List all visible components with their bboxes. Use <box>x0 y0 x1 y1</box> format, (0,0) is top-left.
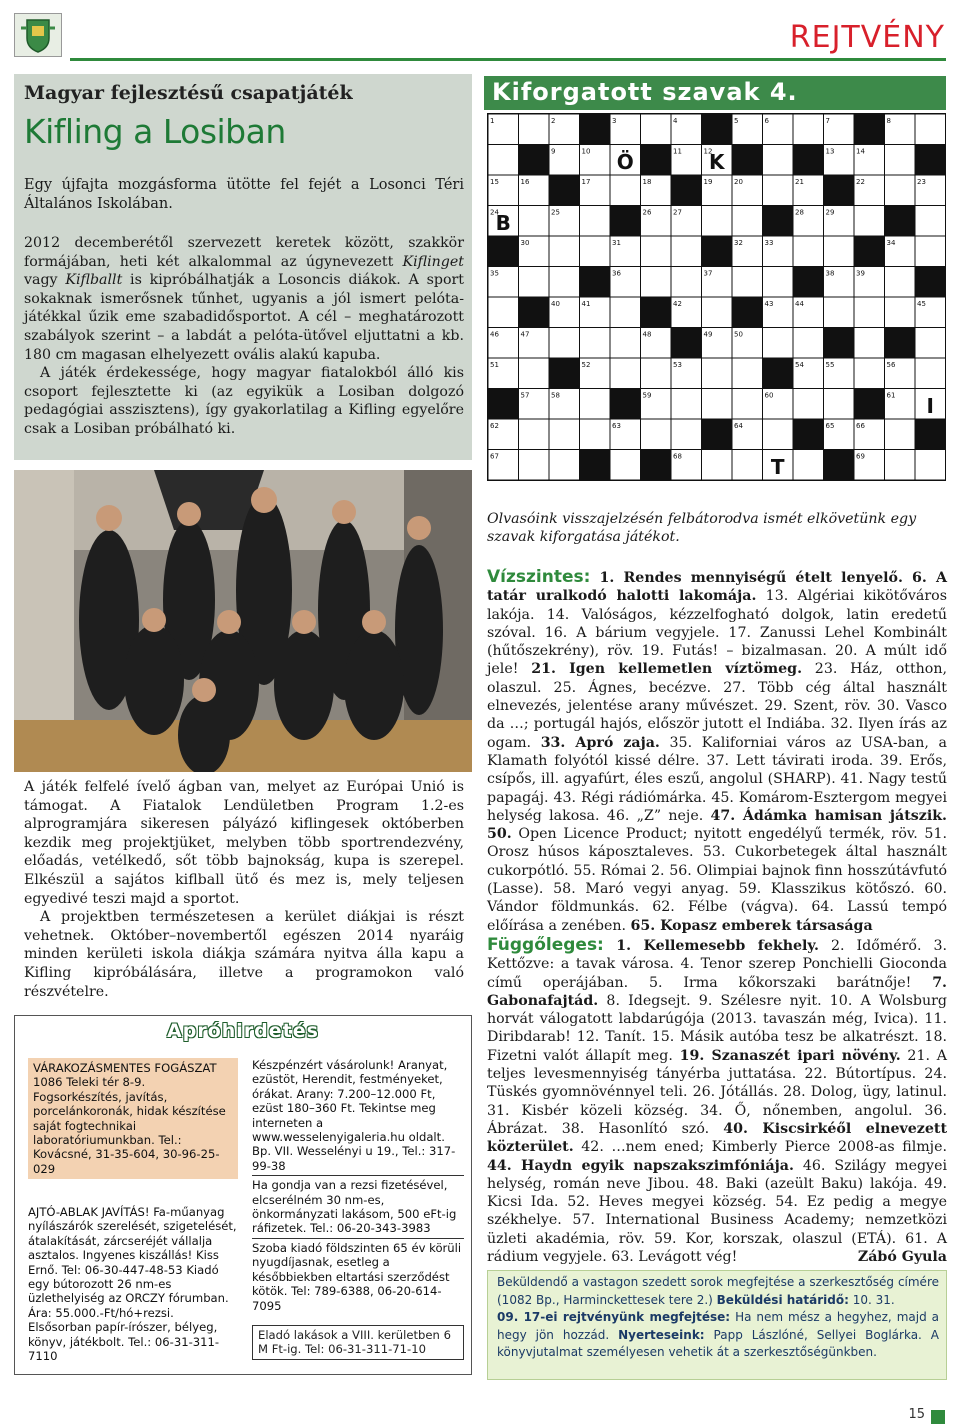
grid-cell-number: 65 <box>825 422 835 430</box>
grid-cell <box>519 450 550 481</box>
grid-cell <box>702 297 733 328</box>
grid-cell <box>641 114 672 145</box>
grid-black-cell <box>580 114 611 145</box>
grid-cell <box>885 297 916 328</box>
grid-cell <box>732 450 763 481</box>
grid-cell-number: 38 <box>825 269 835 278</box>
grid-cell-number: 69 <box>856 452 865 461</box>
article-paragraph: A projektben természetesen a kerület diákjai is részt vehetnek. Október–novembertől egészen 2014 nyaráig minden kerületi iskola diákja számára nyitva álla kapu a Kifling kipróbálására, illetve a programokon való részvételre. <box>24 909 464 1000</box>
grid-cell-number: 6 <box>764 117 769 125</box>
grid-cell-number: 44 <box>795 300 804 308</box>
grid-cell <box>671 389 702 420</box>
grid-cell-number: 63 <box>612 422 621 430</box>
grid-cell <box>732 206 763 237</box>
grid-cell <box>885 450 916 481</box>
grid-cell <box>519 114 550 145</box>
grid-cell <box>610 358 641 389</box>
across-heading: Vízszintes: <box>487 567 591 587</box>
grid-black-cell <box>549 175 580 206</box>
article-headline: Kifling a Losiban <box>24 112 286 151</box>
ad-buying: Készpénzért vásárolunk! Aranyat, ezüstöt, Herendit, festményeket, órákat. Arany: 7.200–12.000 Ft, ezüst 180–360 Ft. Tekintse meg interneten a www.wesselenyigaleria.hu oldalt. Bp. VII. Wesselényi u 19., Tel.: 317-99-38 <box>252 1058 464 1176</box>
grid-cell-number: 14 <box>856 147 865 156</box>
grid-cell <box>580 236 611 267</box>
grid-cell-number: 10 <box>581 147 591 156</box>
grid-black-cell <box>885 328 916 359</box>
grid-cell-number: 13 <box>825 147 835 156</box>
grid-cell <box>641 236 672 267</box>
header-rule <box>70 58 946 61</box>
grid-cell <box>885 175 916 206</box>
grid-cell <box>580 328 611 359</box>
grid-given-letter: T <box>770 455 785 479</box>
grid-given-letter: I <box>926 394 934 418</box>
grid-cell-number: 25 <box>551 208 560 217</box>
grid-cell <box>824 297 855 328</box>
grid-cell-number: 17 <box>581 178 591 186</box>
ad-column-right <box>252 1058 464 1313</box>
grid-cell-number: 29 <box>825 208 835 217</box>
grid-cell-number: 32 <box>734 239 743 247</box>
grid-cell-number: 40 <box>551 300 560 308</box>
grid-black-cell <box>732 145 763 176</box>
grid-cell <box>610 328 641 359</box>
grid-cell <box>732 358 763 389</box>
grid-cell <box>549 419 580 450</box>
down-heading: Függőleges: <box>487 935 604 955</box>
grid-cell <box>763 267 794 298</box>
article-lead: Egy újfajta mozgásforma ütötte fel fejét a Losonci Téri Általános Iskolában. <box>24 177 464 212</box>
grid-black-cell <box>641 297 672 328</box>
grid-cell-number: 56 <box>886 361 896 369</box>
grid-black-cell <box>793 267 824 298</box>
grid-cell <box>793 389 824 420</box>
article-body-bottom <box>24 778 464 1001</box>
grid-cell <box>793 450 824 481</box>
grid-cell <box>763 145 794 176</box>
across-clues: Vízszintes: 1. Rendes mennyiségű ételt lenyelő. 6. A tatár uralkodó halotti lakomája. 13. Algériai kikötőváros lakója. 14. Valóságos, kézzelfogható dolgok, latin eredetű szóval. 16. A bárium vegyjele. 17. Zanussi Lehel Kombinált (hűtőszekrény), röv. 19. Futás! – bizalmasan. 20. A múlt idő jele! 21. Igen kellemetlen víztömeg. 23. Ház, otthon, olaszul. 25. Ágnes, becézve. 27. Több cég által használt elnevezés, jelentése arany művészet. 29. Szent, röv. 30. Vasco da …; portugál hajós, először jutott el Indiába. 32. Ilyen írás az ogam. 33. Apró zaja. 35. Kaliforniai város az USA-ban, a Klamath folyótól kissé délre. 37. Lett távirati iroda. 39. Erős, csípős, ill. agyafúrt, éles eszű, angolul (SHARP). 41. Nagy testű papagáj. 43. Régi rádiómárka. 45. Komárom-Esztergom megyei helység lakosa. 46. „Z” neje. 47. Ádámka hamisan játszik. 50. Open Licence Product; nyitott engedélyű termék, röv. 51. Orosz húsos káposztaleves. 53. Cukorbetegek által használt cukorpótló. 55. Római 2. 56. Olimpiai bajnok finn hosszútávfutó (Lasse). 58. Maró vegyi anyag. 59. Klasszikus kötőszó. 60. Vándor földmunkás. 62. Félbe (vágva). 64. Lassú tempó előírása a zenében. 65. Kopasz emberek társasága <box>487 567 948 934</box>
grid-cell <box>519 358 550 389</box>
grid-black-cell <box>549 358 580 389</box>
grid-given-letter: K <box>709 150 725 174</box>
grid-black-cell <box>702 236 733 267</box>
grid-cell <box>671 267 702 298</box>
grid-black-cell <box>885 206 916 237</box>
grid-cell-number: 19 <box>703 178 713 186</box>
grid-cell-number: 51 <box>490 361 499 369</box>
grid-cell-number: 18 <box>642 178 652 186</box>
grid-cell <box>702 358 733 389</box>
grid-cell <box>549 267 580 298</box>
grid-cell <box>915 358 946 389</box>
grid-cell <box>885 419 916 450</box>
ad-window-repair: AJTÓ-ABLAK JAVÍTÁS! Fa-műanyag nyílászárók szerelését, szigetelését, átalakítását, zárcseréjét vállalja asztalos. Ingyenes kiszállás! Kiss Ernő. Tel: 06-30-447-48-53 Kiadó egy bútorozott 26 nm-es üzlethelyiség az ORCZY fórumban. Ára: 55.000.-Ft/hó+rezsi. Elsősorban papír-írószer, bélyeg, könyv, játékbolt. Tel.: 06-31-311-7110 <box>28 1205 237 1364</box>
grid-black-cell <box>824 450 855 481</box>
grid-cell <box>702 389 733 420</box>
grid-cell <box>671 419 702 450</box>
team-photo <box>14 470 472 772</box>
grid-cell-number: 9 <box>551 147 556 156</box>
grid-cell-number: 42 <box>673 300 682 308</box>
grid-cell-number: 21 <box>795 178 804 186</box>
article-paragraph: A játék érdekessége, hogy magyar fiatalokból álló kis csoport fejlesztette ki (az egyikük a Losiban dolgozó pedagógiai asszisztens), így gyakorlatilag a Kifling egyelőre csak a Losiban próbálható ki. <box>24 365 464 437</box>
grid-cell <box>549 450 580 481</box>
article-kicker: Magyar fejlesztésű csapatjáték <box>24 82 353 104</box>
grid-cell-number: 53 <box>673 361 682 369</box>
grid-cell-number: 15 <box>490 178 499 186</box>
grid-cell-number: 3 <box>612 117 617 125</box>
grid-black-cell <box>610 389 641 420</box>
grid-black-cell <box>793 419 824 450</box>
grid-cell-number: 54 <box>795 361 804 369</box>
grid-black-cell <box>763 358 794 389</box>
grid-cell-number: 64 <box>734 422 743 430</box>
grid-cell <box>488 297 519 328</box>
grid-black-cell <box>519 297 550 328</box>
crossword-caption: Olvasóink visszajelzésén felbátorodva ismét elkövetünk egy szavak kiforgatása játékot. <box>487 511 917 545</box>
grid-black-cell <box>702 114 733 145</box>
grid-cell-number: 26 <box>642 208 652 217</box>
grid-black-cell <box>793 145 824 176</box>
page-number: 15 <box>908 1407 925 1422</box>
grid-cell-number: 37 <box>703 269 713 278</box>
ad-dentist: VÁRAKOZÁSMENTES FOGÁSZAT 1086 Teleki tér 8-9. Fogsorkészítés, javítás, porcelánkoronák, hidak készítése saját fogtechnikai laboratóriumunkban. Tel.: Kovácsné, 31-35-604, 30-96-25-029 <box>28 1058 238 1179</box>
grid-cell <box>915 236 946 267</box>
grid-black-cell <box>671 328 702 359</box>
grid-black-cell <box>854 236 885 267</box>
grid-cell <box>763 328 794 359</box>
crossword-grid <box>487 112 946 490</box>
grid-cell <box>824 236 855 267</box>
grid-cell <box>824 389 855 420</box>
grid-cell-number: 57 <box>520 391 530 400</box>
grid-cell <box>549 328 580 359</box>
grid-cell-number: 4 <box>673 117 678 125</box>
grid-cell <box>488 145 519 176</box>
grid-cell <box>915 450 946 481</box>
grid-cell <box>702 450 733 481</box>
grid-cell <box>519 267 550 298</box>
grid-cell <box>641 267 672 298</box>
coat-of-arms-icon <box>14 13 62 57</box>
grid-cell <box>793 328 824 359</box>
grid-cell-number: 2 <box>551 117 556 125</box>
grid-cell-number: 31 <box>612 239 621 247</box>
grid-cell <box>641 419 672 450</box>
grid-cell <box>885 145 916 176</box>
grid-cell-number: 67 <box>490 452 499 461</box>
grid-cell <box>549 236 580 267</box>
grid-black-cell <box>854 114 885 145</box>
crossword-title: Kiforgatott szavak 4. <box>492 78 798 106</box>
grid-cell-number: 16 <box>520 178 530 186</box>
grid-cell <box>854 206 885 237</box>
article-paragraph: A játék felfelé ívelő ágban van, melyet az Európai Unió is támogat. A Fiatalok Lendületben Program 1.2-es alprogramjára sikeresen pályázó kiflingesek októberben kezdik meg projektjüket, melyben több sportrendezvény, előadás, vetélkedő, sőt több bajnokság, kupa is szerepel. Elkészül a sajátos kiflball ütő és mez is, mely teljesen egyedivé teszi majd a sportot. <box>24 779 464 907</box>
grid-cell-number: 43 <box>764 300 774 308</box>
grid-cell-number: 55 <box>825 361 835 369</box>
grid-cell <box>915 114 946 145</box>
grid-cell <box>519 419 550 450</box>
grid-cell-number: 62 <box>490 422 499 430</box>
grid-cell <box>915 206 946 237</box>
grid-cell-number: 52 <box>581 361 591 369</box>
grid-cell-number: 58 <box>551 391 560 400</box>
grid-black-cell <box>915 267 946 298</box>
grid-cell <box>702 206 733 237</box>
grid-cell <box>793 236 824 267</box>
grid-black-cell <box>915 145 946 176</box>
grid-cell <box>732 267 763 298</box>
grid-cell <box>641 358 672 389</box>
grid-given-letter: B <box>495 211 511 235</box>
grid-cell-number: 41 <box>581 300 591 308</box>
grid-cell-number: 61 <box>886 391 896 400</box>
grid-black-cell <box>915 419 946 450</box>
grid-cell-number: 47 <box>520 330 530 339</box>
grid-cell <box>763 419 794 450</box>
grid-cell-number: 33 <box>764 239 774 247</box>
section-title: REJTVÉNY <box>789 20 945 55</box>
grid-cell-number: 1 <box>490 117 495 125</box>
grid-given-letter: Ö <box>616 150 634 174</box>
grid-cell <box>610 175 641 206</box>
grid-cell <box>854 328 885 359</box>
author-name: Zábó Gyula <box>857 1249 947 1266</box>
grid-cell <box>519 206 550 237</box>
grid-cell-number: 27 <box>673 208 682 217</box>
ad-room-rent: Szoba kiadó földszinten 65 év körüli nyugdíjasnak, esetleg a későbbiekben eltartási szerződést kötök. Tel: 789-6388, 06-20-614-7095 <box>252 1240 462 1313</box>
grid-cell-number: 30 <box>520 239 530 247</box>
grid-cell-number: 60 <box>764 391 774 400</box>
grid-cell-number: 28 <box>795 208 804 217</box>
grid-cell-number: 36 <box>612 269 621 278</box>
classifieds-title: Apróhirdetés <box>167 1020 319 1042</box>
grid-cell-number: 22 <box>856 178 865 186</box>
grid-cell-number: 12 <box>703 147 713 156</box>
grid-cell-number: 23 <box>917 178 926 186</box>
grid-cell <box>671 236 702 267</box>
grid-cell <box>580 389 611 420</box>
grid-black-cell <box>732 297 763 328</box>
grid-cell-number: 45 <box>917 300 926 308</box>
grid-black-cell <box>702 419 733 450</box>
grid-cell-number: 59 <box>642 391 652 400</box>
grid-cell <box>854 297 885 328</box>
ad-flat-swap: Ha gondja van a rezsi fizetésével, elcserélném 30 nm-es, önkormányzati lakásom, 500 eFt-ig ráfizetek. Tel.: 06-20-343-3983 <box>252 1176 464 1239</box>
grid-black-cell <box>610 206 641 237</box>
grid-cell-number: 34 <box>886 239 896 247</box>
ad-flats-sale: Eladó lakások a VIII. kerületben 6 M Ft-ig. Tel: 06-31-311-71-10 <box>252 1325 464 1360</box>
grid-black-cell <box>580 267 611 298</box>
article-body-top <box>24 234 464 439</box>
grid-cell <box>580 419 611 450</box>
grid-black-cell <box>824 175 855 206</box>
grid-black-cell <box>641 145 672 176</box>
grid-cell <box>580 206 611 237</box>
grid-black-cell <box>488 389 519 420</box>
grid-cell <box>915 328 946 359</box>
down-clues: Függőleges: 1. Kellemesebb fekhely. 2. Időmérő. 3. Kettőzve: a tavak városa. 4. Tenor szerep Ponchielli Gioconda című operájában. 5. Irma kőkorszaki barátnője! 7. Gabonafajtád. 8. Idegsejt. 9. Szélesre nyit. 10. A Wolsburg horvát válogatott labdarúgója (2013. tavaszán még, Ivica). 11. Diribdarab! 12. Tanít. 15. Másik autóba tesz be alkatrészt. 18. Fizetni valót állapít meg. 19. Szanaszét ipari növény. 21. A teljes levesmennyiség tányérba juttatása. 22. Bútortípus. 24. Tüskés gyomnövénnyel teli. 26. Jótállás. 28. Dolog, ügy, latinul. 31. Kisbér közeli község. 34. Ő, nőnemben, angolul. 36. Ábrázat. 38. Hasonlító szó. 40. Kiscsirkéől elnevezett közterület. 42. …nem ened; Kimberly Pierce 2008-as filmje. 44. Haydn egyik napszakszimfóniája. 46. Szilágy megyei helység, román neve Jibou. 48. Baki (azeült Baku) lakója. 49. Kicsi Ida. 52. Heves megyei község. 54. Ez pedig a megye székhelye. 57. International Business Academy; nemzetközi üzleti akadémia, röv. 59. Kor, korszak, olaszul (ETÁ). 61. A rádium vegyjele. 63. Levágott vég! Zábó Gyula <box>487 935 947 1266</box>
article-paragraph: 2012 decemberétől szervezett keretek között, szakkör formájában, heti két alkalommal az úgynevezett Kiflinget vagy Kiflballt is kipróbálhatják a Losoncis diákok. A sport sokaknak ismerősnek tűnhet, ugyanis a jól ismert pelóta-játékkal űzik eme szabadidősportot. A cél – meghatározott szabályok szerint – a labdát a pelóta-ütővel eljuttatni a kb. 180 cm magasan elhelyezett ovális alakú kapuba. <box>24 235 464 363</box>
grid-cell-number: 50 <box>734 330 743 339</box>
grid-cell <box>610 450 641 481</box>
page-marker <box>931 1410 945 1424</box>
grid-black-cell <box>641 450 672 481</box>
grid-cell <box>610 297 641 328</box>
grid-cell-number: 66 <box>856 422 865 430</box>
grid-cell-number: 49 <box>703 330 713 339</box>
grid-cell-number: 68 <box>673 452 682 461</box>
grid-black-cell <box>580 450 611 481</box>
grid-cell <box>763 175 794 206</box>
grid-cell-number: 5 <box>734 117 739 125</box>
grid-cell <box>732 389 763 420</box>
grid-cell <box>885 267 916 298</box>
grid-black-cell <box>671 175 702 206</box>
grid-cell-number: 11 <box>673 147 682 156</box>
grid-cell-number: 8 <box>886 117 891 125</box>
grid-black-cell <box>763 206 794 237</box>
grid-cell-number: 46 <box>490 330 499 339</box>
grid-black-cell <box>488 236 519 267</box>
grid-cell-number: 7 <box>825 117 830 125</box>
grid-black-cell <box>824 328 855 359</box>
grid-cell-number: 48 <box>642 330 652 339</box>
grid-cell-number: 20 <box>734 178 743 186</box>
grid-cell-number: 35 <box>490 269 499 278</box>
grid-black-cell <box>519 145 550 176</box>
grid-cell-number: 39 <box>856 269 865 278</box>
notice-text: Beküldendő a vastagon szedett sorok megfejtése a szerkesztőség címére (1082 Bp., Harminckettesek tere 2.) Beküldési határidő: 10. 31. 09. 17-ei rejtvényünk megfejtése: Ha nem mész a hegyhez, majd a hegy jön hozzád. Nyerteseink: Papp Lászlóné, Sellyei Boglárka. A könyvjutalmat személyesen vehetik át a szerkesztőségünkben. <box>497 1275 939 1359</box>
grid-black-cell <box>854 389 885 420</box>
grid-cell <box>793 114 824 145</box>
grid-cell-number: 24 <box>490 208 499 217</box>
grid-cell <box>854 358 885 389</box>
